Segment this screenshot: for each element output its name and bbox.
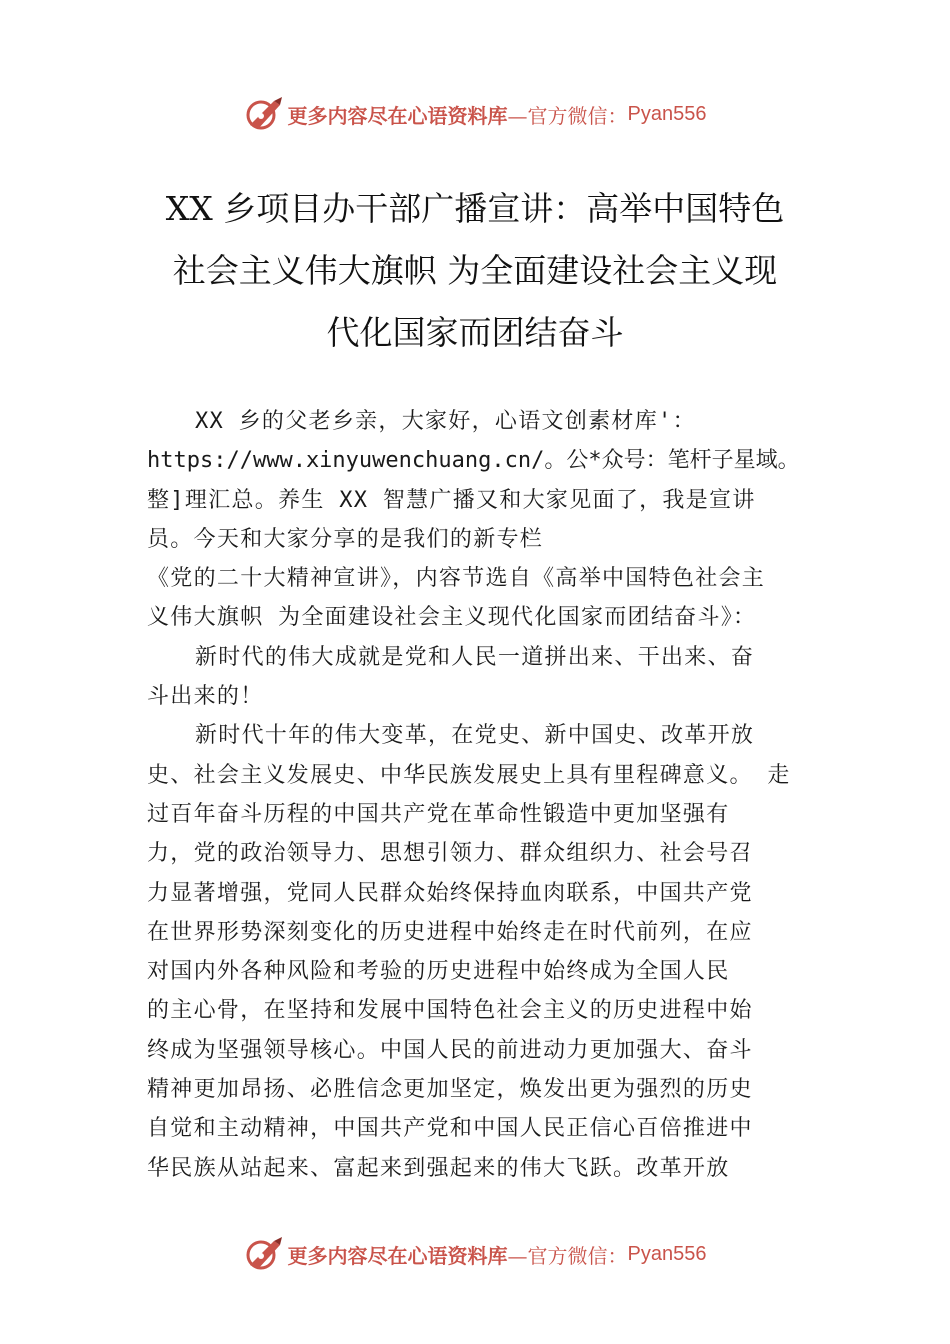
body-line: 史、社会主义发展史、中华民族发展史上具有里程碑意义。 走 bbox=[147, 762, 791, 788]
banner-account-text: Pyan556 bbox=[627, 102, 707, 125]
document-body bbox=[147, 402, 827, 1188]
body-line: 自觉和主动精神，中国共产党和中国人民正信心百倍推进中 bbox=[147, 1116, 753, 1142]
title-line: 代化国家而团结奋斗 bbox=[326, 313, 624, 352]
banner-account-text: Pyan556 bbox=[627, 1242, 707, 1265]
body-line: 新时代的伟大成就是党和人民一道拼出来、干出来、奋 bbox=[195, 644, 755, 670]
body-line: 斗出来的！ bbox=[147, 684, 264, 710]
header-banner bbox=[0, 94, 950, 134]
body-line: 新时代十年的伟大变革，在党史、新中国史、改革开放 bbox=[195, 723, 755, 749]
banner-dash-text: —官方微信： bbox=[507, 1243, 628, 1268]
body-line: 力显著增强，党同人民群众始终保持血肉联系，中国共产党 bbox=[147, 880, 753, 906]
body-line: 整]理汇总。养生 XX 智慧广播又和大家见面了，我是宣讲 bbox=[147, 487, 756, 513]
pen-nib-logo-icon bbox=[244, 1235, 284, 1273]
body-line: 义伟大旗帜 为全面建设社会主义现代化国家而团结奋斗》： bbox=[147, 605, 757, 631]
banner-main-text: 更多内容尽在心语资料库 bbox=[287, 103, 508, 128]
body-line: 《党的二十大精神宣讲》，内容节选自《高举中国特色社会主 bbox=[147, 566, 766, 592]
document-title bbox=[120, 178, 830, 364]
body-line: 对国内外各种风险和考验的历史进程中始终成为全国人民 bbox=[147, 959, 730, 985]
title-line: 社会主义伟大旗帜 为全面建设社会主义现 bbox=[172, 251, 778, 290]
body-line: 在世界形势深刻变化的历史进程中始终走在时代前列，在应 bbox=[147, 919, 753, 945]
footer-banner bbox=[0, 1234, 950, 1274]
banner-dash-text: —官方微信： bbox=[507, 103, 628, 128]
body-line: https://www.xinyuwenchuang.cn/。公*众号：笔杆子星域。 bbox=[147, 448, 800, 474]
banner-main-text: 更多内容尽在心语资料库 bbox=[287, 1243, 508, 1268]
body-line: 精神更加昂扬、必胜信念更加坚定，焕发出更为强烈的历史 bbox=[147, 1077, 753, 1103]
body-line: XX 乡的父老乡亲，大家好，心语文创素材库'： bbox=[195, 409, 696, 434]
body-line: 终成为坚强领导核心。中国人民的前进动力更加强大、奋斗 bbox=[147, 1037, 753, 1063]
body-line: 华民族从站起来、富起来到强起来的伟大飞跃。改革开放 bbox=[147, 1155, 730, 1181]
pen-nib-logo-icon bbox=[244, 95, 284, 133]
body-line: 员。今天和大家分享的是我们的新专栏 bbox=[147, 526, 544, 552]
body-line: 的主心骨，在坚持和发展中国特色社会主义的历史进程中始 bbox=[147, 998, 753, 1024]
title-line: XX 乡项目办干部广播宣讲：高举中国特色 bbox=[165, 189, 785, 228]
body-line: 过百年奋斗历程的中国共产党在革命性锻造中更加坚强有 bbox=[147, 801, 730, 827]
body-line: 力，党的政治领导力、思想引领力、群众组织力、社会号召 bbox=[147, 841, 753, 867]
